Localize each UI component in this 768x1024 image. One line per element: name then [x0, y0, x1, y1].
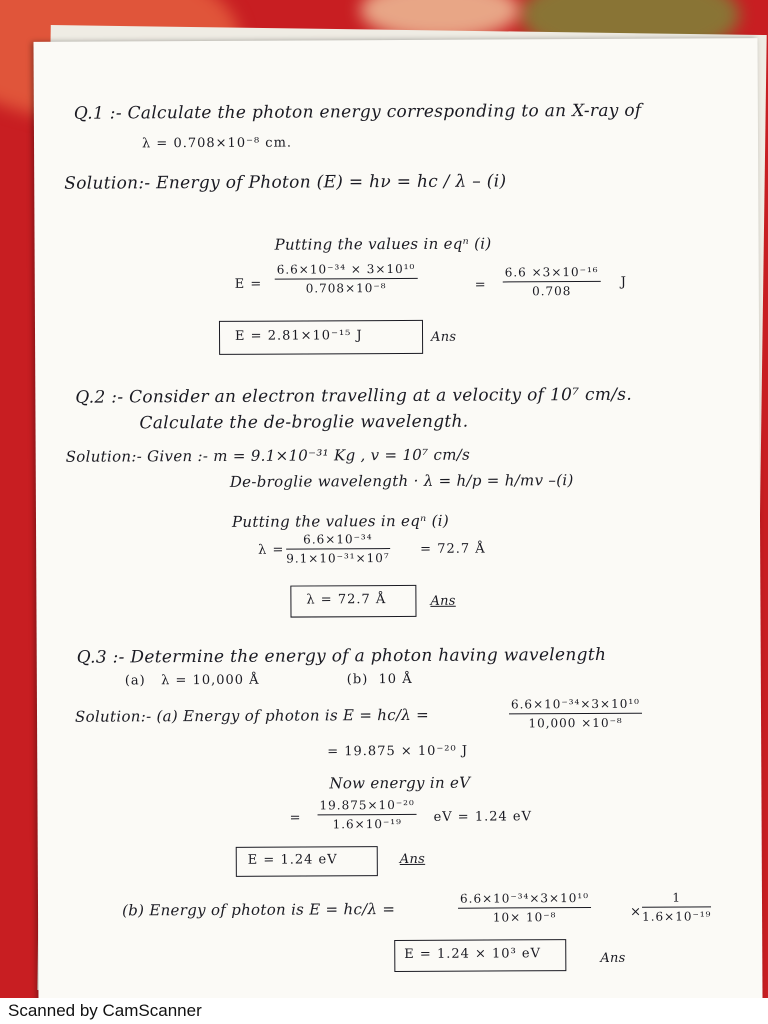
q1-frac2-numerator: 6.6 ×3×10⁻¹⁶: [503, 265, 601, 283]
q3a-numerator: 6.6×10⁻³⁴×3×10¹⁰: [509, 697, 642, 715]
camscanner-footer: Scanned by CamScanner: [0, 998, 768, 1024]
notebook-page: [33, 38, 762, 1002]
q3-solution-b: (b) Energy of photon is E = hc/λ =: [121, 900, 396, 920]
q2-heading: Q.2 :- Consider an electron travelling at a velocity of 10⁷ cm/s.: [75, 384, 633, 408]
q3b-denominator: 10× 10⁻⁸: [492, 910, 557, 925]
q2-formula: De-broglie wavelength · λ = h/p = h/mv –(i): [229, 471, 574, 491]
q3b-factor-numerator: 1: [642, 890, 711, 907]
q1-fraction-1: [275, 262, 418, 296]
q3-parts: (a) λ = 10,000 Å (b) 10 Å: [124, 671, 413, 689]
q3a-fraction: [509, 697, 642, 731]
q3-ev-numerator: 19.875×10⁻²⁰: [317, 798, 416, 816]
q2-ans: Ans: [430, 593, 456, 609]
q3-line2: = 19.875 × 10⁻²⁰ J: [327, 743, 469, 760]
q1-equals: =: [474, 277, 487, 293]
q1-unit: J: [620, 274, 628, 290]
q3-now-energy: Now energy in eV: [329, 773, 471, 793]
q1-heading: Q.1 :- Calculate the photon energy corresponding to an X-ray of: [73, 100, 642, 124]
q2-heading2: Calculate the de-broglie wavelength.: [139, 411, 469, 434]
q2-putting: Putting the values in eqⁿ (i): [231, 511, 450, 531]
q1-frac2-denominator: 0.708: [532, 284, 572, 299]
q3a-ans: Ans: [399, 851, 426, 867]
q1-frac1-denominator: 0.708×10⁻⁸: [305, 281, 387, 296]
q1-given: λ = 0.708×10⁻⁸ cm.: [141, 135, 293, 152]
q2-result: = 72.7 Å: [420, 541, 486, 557]
q3b-factor-denominator: 1.6×10⁻¹⁹: [642, 909, 712, 924]
q1-fraction-2: [503, 265, 601, 299]
q3-solution-a: Solution:- (a) Energy of photon is E = hc/λ =: [74, 705, 430, 726]
q1-frac1-numerator: 6.6×10⁻³⁴ × 3×10¹⁰: [275, 262, 418, 280]
q2-answer: λ = 72.7 Å: [306, 592, 387, 608]
q3b-factor: [642, 890, 712, 923]
q2-denominator: 9.1×10⁻³¹×10⁷: [286, 551, 390, 566]
q3-ev-denominator: 1.6×10⁻¹⁹: [332, 816, 402, 832]
q3a-denominator: 10,000 ×10⁻⁸: [528, 715, 623, 731]
q3b-ans: Ans: [600, 950, 626, 966]
q3b-times: ×: [630, 904, 643, 920]
q3a-answer: E = 1.24 eV: [247, 852, 338, 868]
q2-given: Solution:- Given :- m = 9.1×10⁻³¹ Kg , v = 10⁷ cm/s: [65, 445, 471, 466]
q3b-numerator: 6.6×10⁻³⁴×3×10¹⁰: [458, 891, 591, 909]
q3-equals: =: [289, 810, 302, 826]
q2-numerator: 6.6×10⁻³⁴: [286, 532, 390, 550]
q3-ev-tail: eV = 1.24 eV: [433, 809, 533, 825]
q3b-answer: E = 1.24 × 10³ eV: [404, 946, 542, 962]
q2-fraction: [286, 532, 390, 566]
q1-ans: Ans: [431, 329, 457, 345]
q1-solution: Solution:- Energy of Photon (E) = hν = hc / λ – (i): [64, 171, 507, 194]
q1-e-label: E =: [234, 276, 263, 292]
q3-heading: Q.3 :- Determine the energy of a photon having wavelength: [76, 644, 607, 668]
q1-putting: Putting the values in eqⁿ (i): [274, 234, 492, 254]
q3-ev-fraction: [317, 798, 416, 832]
q2-lambda: λ =: [258, 542, 285, 558]
q3b-fraction: [458, 891, 591, 925]
q1-answer: E = 2.81×10⁻¹⁵ J: [234, 328, 363, 344]
